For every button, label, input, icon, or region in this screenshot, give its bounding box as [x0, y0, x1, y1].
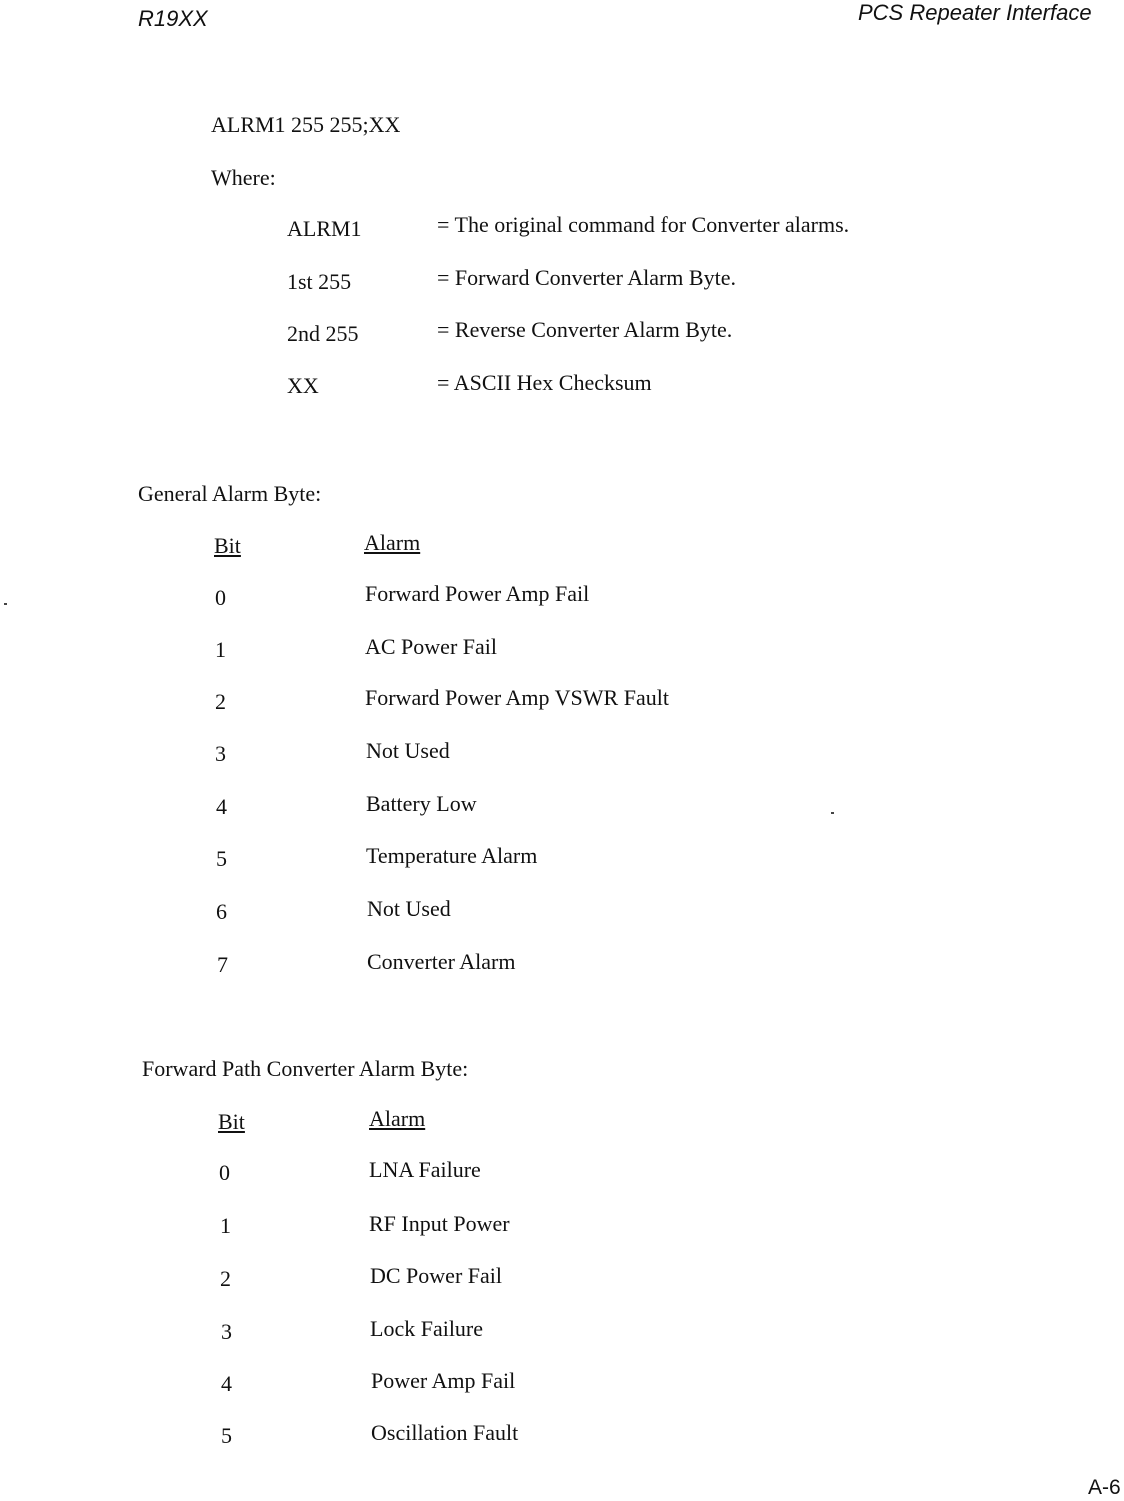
general-section-title: General Alarm Byte:	[138, 481, 322, 506]
where-label: Where:	[211, 165, 276, 190]
general-row-alarm: AC Power Fail	[365, 634, 497, 659]
command-syntax: ALRM1 255 255;XX	[211, 112, 401, 137]
general-row-bit: 6	[216, 899, 227, 924]
page-number: A-6	[1088, 1476, 1121, 1499]
forward-col-bit: Bit	[218, 1109, 245, 1134]
forward-section-title: Forward Path Converter Alarm Byte:	[142, 1056, 469, 1081]
forward-row-bit: 5	[221, 1423, 232, 1448]
general-row-bit: 3	[215, 741, 226, 766]
general-row-bit: 1	[215, 637, 226, 662]
header-right: PCS Repeater Interface	[858, 0, 1092, 25]
general-row-bit: 0	[215, 585, 226, 610]
scan-speck	[4, 603, 7, 605]
forward-row-bit: 1	[220, 1213, 231, 1238]
general-row-alarm: Battery Low	[366, 791, 477, 816]
forward-row-alarm: DC Power Fail	[370, 1263, 502, 1288]
general-row-alarm: Converter Alarm	[367, 949, 516, 974]
general-row-bit: 2	[215, 689, 226, 714]
forward-row-alarm: Oscillation Fault	[371, 1420, 519, 1445]
definition-term: ALRM1	[287, 216, 362, 241]
general-row-alarm: Not Used	[366, 738, 450, 763]
definition-term: 1st 255	[287, 269, 352, 294]
forward-row-alarm: RF Input Power	[369, 1211, 510, 1236]
general-row-alarm: Not Used	[367, 896, 451, 921]
forward-row-bit: 0	[219, 1160, 230, 1185]
definition-desc: = ASCII Hex Checksum	[437, 370, 652, 395]
scan-speck	[831, 812, 834, 814]
general-row-bit: 5	[216, 846, 227, 871]
forward-col-alarm: Alarm	[369, 1106, 426, 1131]
header-left: R19XX	[138, 6, 208, 31]
general-row-alarm: Temperature Alarm	[366, 843, 538, 868]
general-col-bit: Bit	[214, 533, 241, 558]
forward-row-alarm: LNA Failure	[369, 1157, 481, 1182]
definition-term: XX	[287, 373, 319, 398]
definition-desc: = The original command for Converter alarms.	[437, 212, 850, 237]
definition-term: 2nd 255	[287, 321, 359, 346]
definition-desc: = Reverse Converter Alarm Byte.	[437, 317, 733, 342]
forward-row-bit: 4	[221, 1371, 232, 1396]
forward-row-bit: 3	[221, 1319, 232, 1344]
forward-row-alarm: Power Amp Fail	[371, 1368, 516, 1393]
general-col-alarm: Alarm	[364, 530, 421, 555]
general-row-alarm: Forward Power Amp Fail	[365, 581, 590, 606]
general-row-bit: 7	[217, 952, 228, 977]
general-row-alarm: Forward Power Amp VSWR Fault	[365, 685, 669, 710]
forward-row-bit: 2	[220, 1266, 231, 1291]
definition-desc: = Forward Converter Alarm Byte.	[437, 265, 736, 290]
general-row-bit: 4	[216, 794, 227, 819]
forward-row-alarm: Lock Failure	[370, 1316, 484, 1341]
